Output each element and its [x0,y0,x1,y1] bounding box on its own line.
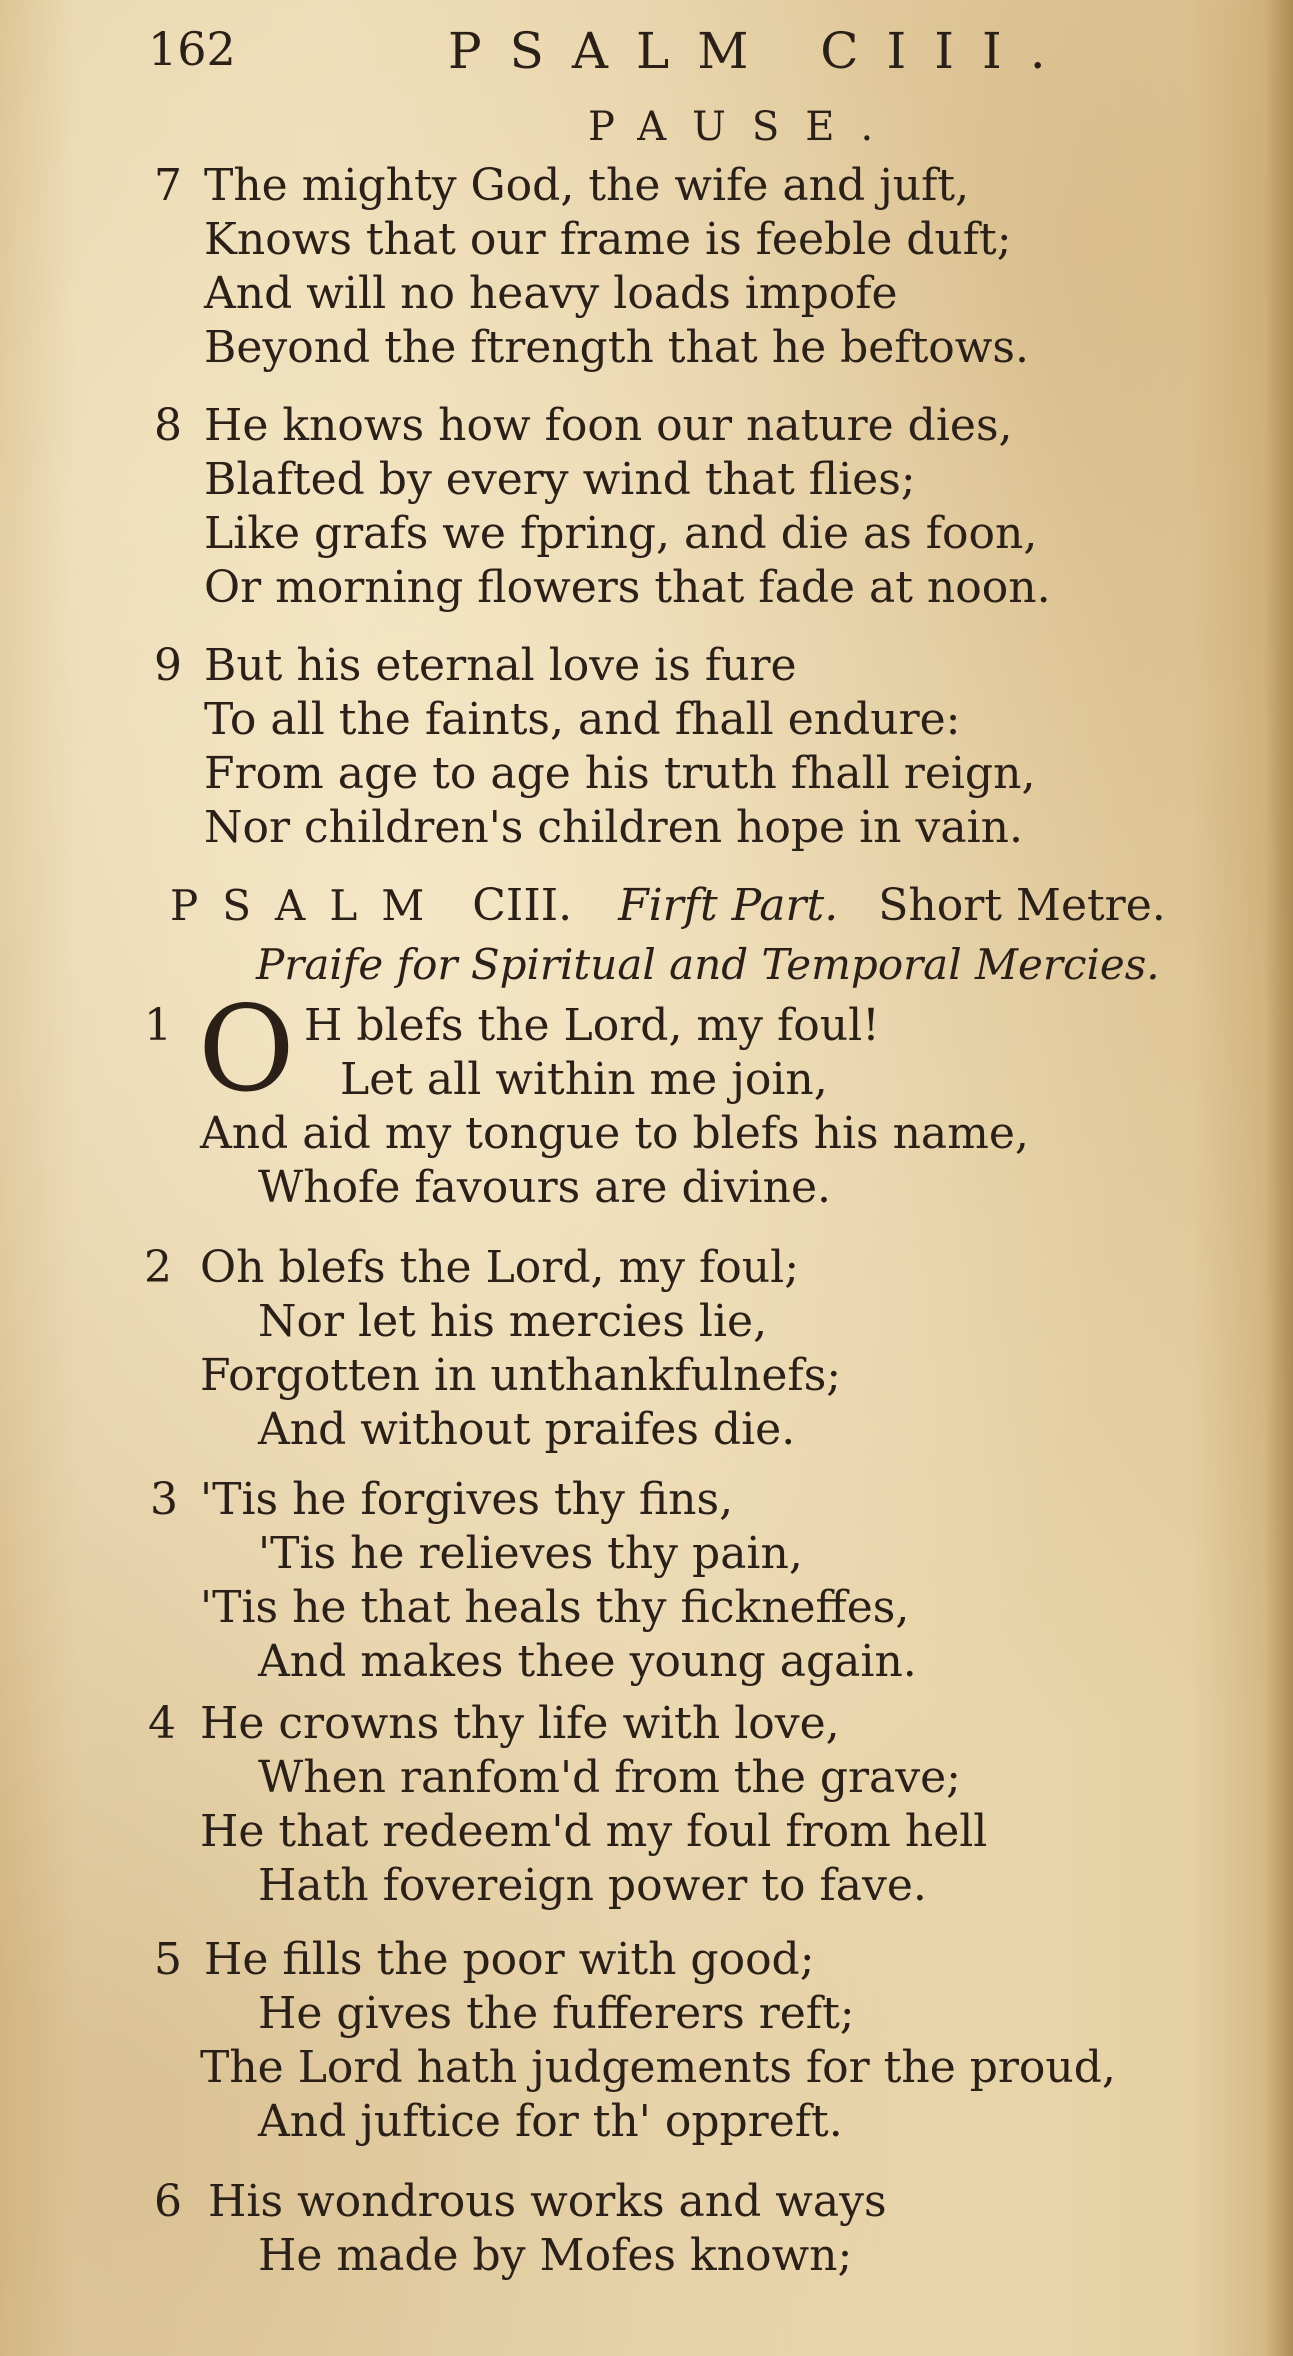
verse-line: Like grafs we fpring, and die as foon, [204,508,1038,559]
verse-line: But his eternal love is fure [204,640,797,691]
verse-line: H blefs the Lord, my foul! [304,1000,880,1051]
verse-number: 1 [144,1000,172,1051]
verse-line: When ranfom'd from the grave; [258,1752,961,1803]
psalm-word: PSALM [170,881,449,930]
verse-number: 5 [154,1934,182,1985]
verse-line: The Lord hath judgements for the proud, [200,2042,1116,2093]
drop-cap: O [198,980,295,1118]
running-title: PSALM CIII. [448,22,1074,80]
verse-line: And without praifes die. [258,1404,796,1455]
verse-number: 8 [154,400,182,451]
verse-line: He crowns thy life with love, [200,1698,840,1749]
verse-line: And aid my tongue to blefs his name, [200,1108,1029,1159]
verse-line: Nor let his mercies lie, [258,1296,768,1347]
verse-line: He that redeem'd my foul from hell [200,1806,988,1857]
page-header [0,22,1293,92]
verse-line: Knows that our frame is feeble duft; [204,214,1012,265]
verse-line: Forgotten in unthankfulnefs; [200,1350,842,1401]
verse-line: 'Tis he relieves thy pain, [258,1528,803,1579]
verse-line: And makes thee young again. [258,1636,917,1687]
verse-line: He fills the poor with good; [204,1934,815,1985]
verse-number: 7 [154,160,182,211]
page-number: 162 [148,22,236,76]
verse-number: 3 [150,1474,178,1525]
verse-line: Or morning flowers that fade at noon. [204,562,1051,613]
psalm-metre: Short Metre. [878,880,1166,931]
verse-line: Whofe favours are divine. [258,1162,831,1213]
verse-line: He gives the fufferers reft; [258,1988,855,2039]
verse-line: His wondrous works and ways [208,2176,887,2227]
verse-line: He made by Mofes known; [258,2230,853,2281]
verse-line: From age to age his truth fhall reign, [204,748,1036,799]
verse-line: And juftice for th' oppreft. [258,2096,843,2147]
verse-line: He knows how foon our nature dies, [204,400,1013,451]
verse-line: The mighty God, the wife and juft, [204,160,970,211]
verse-line: Let all within me join, [340,1054,828,1105]
verse-line: Beyond the ftrength that he beftows. [204,322,1029,373]
psalm-part: Firft Part. [618,880,839,931]
pause-heading: PAUSE. [588,104,900,150]
psalm-title [170,880,1166,931]
verse-line: Blafted by every wind that flies; [204,454,916,505]
page-gutter-shadow [1265,0,1293,2356]
verse-line: Hath fovereign power to fave. [258,1860,927,1911]
verse-line: 'Tis he that heals thy fickneffes, [200,1582,910,1633]
verse-number: 2 [144,1242,172,1293]
verse-number: 9 [154,640,182,691]
psalm-number: CIII. [472,880,573,931]
verse-line: To all the faints, and fhall endure: [204,694,961,745]
verse-number: 4 [148,1698,176,1749]
psalm-subtitle: Praife for Spiritual and Temporal Mercies. [256,940,1160,989]
verse-line: Oh blefs the Lord, my foul; [200,1242,800,1293]
verse-line: And will no heavy loads impofe [204,268,898,319]
verse-number: 6 [154,2176,182,2227]
verse-line: Nor children's children hope in vain. [204,802,1023,853]
verse-line: 'Tis he forgives thy fins, [200,1474,734,1525]
